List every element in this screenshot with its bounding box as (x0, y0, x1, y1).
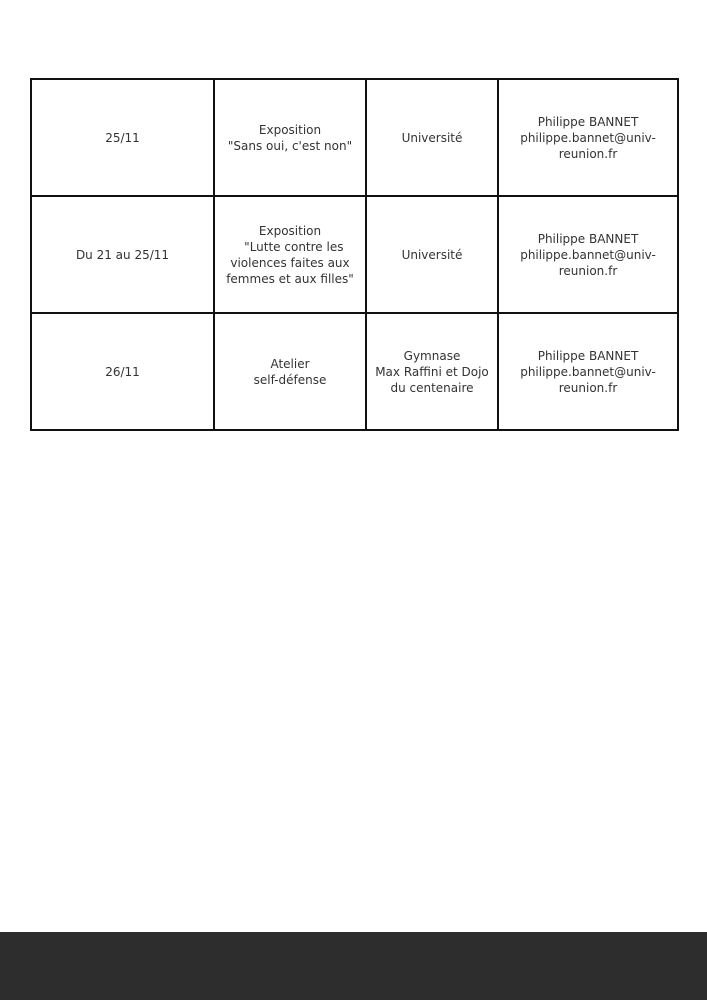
contact-email-line: philippe.bannet@univ- (520, 130, 656, 145)
event-activity-line: Atelier (270, 356, 310, 371)
event-activity-cell (214, 196, 366, 313)
event-activity-line: "Sans oui, c'est non" (227, 138, 353, 153)
event-contact-cell (498, 313, 678, 430)
table-row (31, 79, 678, 196)
contact-name: Philippe BANNET (537, 231, 639, 246)
event-place-line: Université (401, 130, 463, 145)
events-table (30, 78, 679, 431)
event-place-cell (366, 79, 498, 196)
event-date-cell (31, 313, 214, 430)
event-contact-cell (498, 196, 678, 313)
event-activity-line: Exposition (258, 122, 322, 137)
event-activity-cell (214, 313, 366, 430)
event-activity-line: femmes et aux filles" (226, 271, 354, 286)
event-place-line: Université (401, 247, 463, 262)
event-place-cell (366, 313, 498, 430)
contact-email-line: reunion.fr (558, 380, 618, 395)
event-activity-line: violences faites aux (230, 255, 350, 270)
event-place-line: Max Raffini et Dojo (375, 364, 489, 379)
contact-email-line: philippe.bannet@univ- (520, 364, 656, 379)
contact-email-line: philippe.bannet@univ- (520, 247, 656, 262)
event-place-line: du centenaire (390, 380, 474, 395)
contact-name: Philippe BANNET (537, 114, 639, 129)
event-activity-line: Exposition (258, 223, 322, 238)
event-date: Du 21 au 25/11 (75, 247, 170, 262)
footer-band (0, 932, 707, 1000)
contact-email-line: reunion.fr (558, 263, 618, 278)
event-date-cell (31, 79, 214, 196)
event-date: 25/11 (105, 130, 140, 145)
table-row (31, 196, 678, 313)
event-activity-cell (214, 79, 366, 196)
event-date: 26/11 (105, 364, 140, 379)
event-activity-line: self-défense (253, 372, 327, 387)
event-contact-cell (498, 79, 678, 196)
contact-name: Philippe BANNET (537, 348, 639, 363)
event-date-cell (31, 196, 214, 313)
event-place-line: Gymnase (403, 348, 461, 363)
event-place-cell (366, 196, 498, 313)
contact-email-line: reunion.fr (558, 146, 618, 161)
event-activity-line: "Lutte contre les (236, 239, 344, 254)
table-row (31, 313, 678, 430)
